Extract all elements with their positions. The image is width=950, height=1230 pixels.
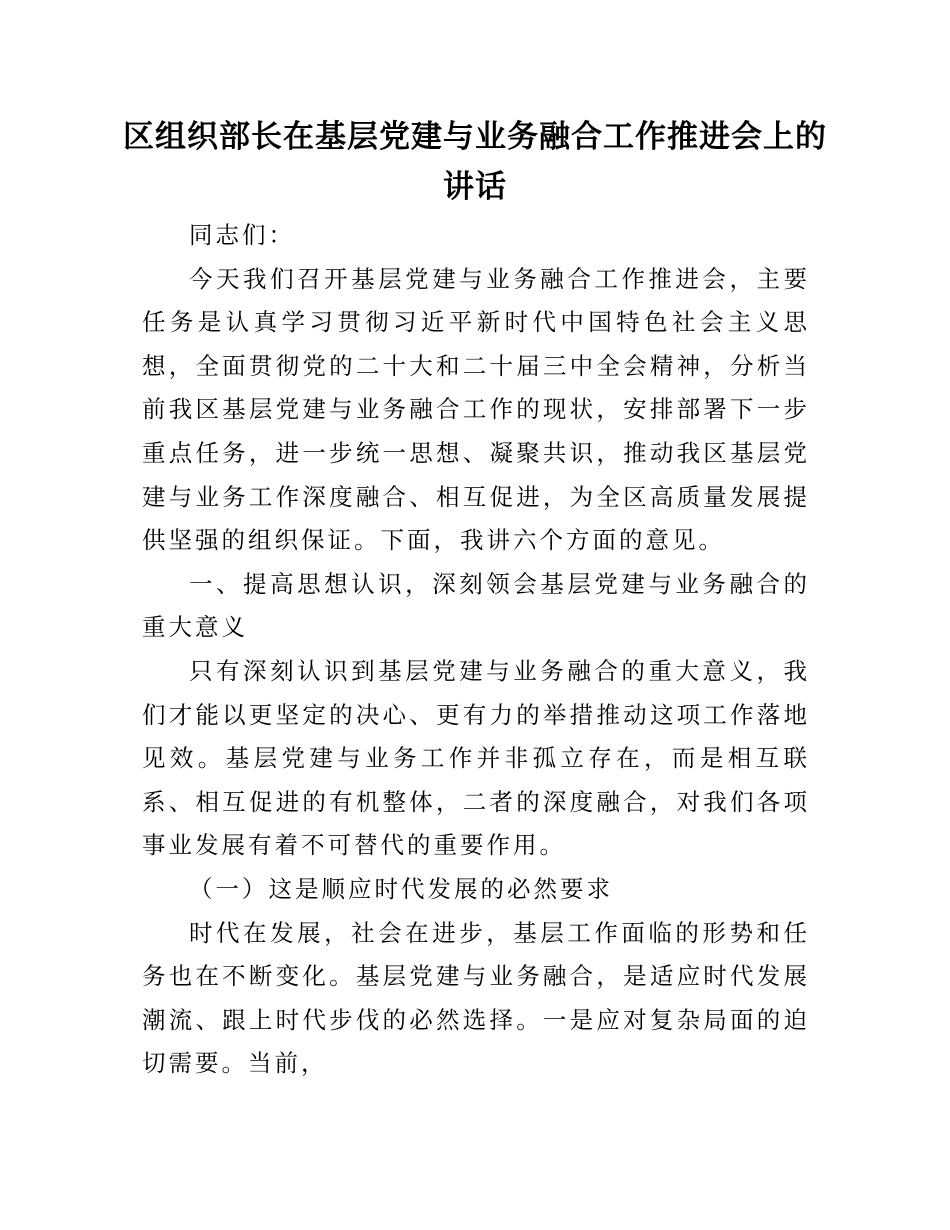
document-body	[142, 214, 810, 1086]
subsection-heading-1: （一）这是顺应时代发展的必然要求	[189, 874, 613, 903]
section-1-paragraph: 只有深刻认识到基层党建与业务融合的重大意义，我们才能以更坚定的决心、更有力的举措推动这项工作落地见效。基层党建与业务工作并非孤立存在，而是相互联系、相互促进的有机整体，二者的深度融合，对我们各项事业发展有着不可替代的重要作用。	[142, 656, 810, 860]
intro-paragraph: 今天我们召开基层党建与业务融合工作推进会，主要任务是认真学习贯彻习近平新时代中国特色社会主义思想，全面贯彻党的二十大和二十届三中全会精神，分析当前我区基层党建与业务融合工作的现状，安排部署下一步重点任务，进一步统一思想、凝聚共识，推动我区基层党建与业务工作深度融合、相互促进，为全区高质量发展提供坚强的组织保证。下面，我讲六个方面的意见。	[142, 264, 810, 555]
subsection-1-paragraph: 时代在发展，社会在进步，基层工作面临的形势和任务也在不断变化。基层党建与业务融合，是适应时代发展潮流、跟上时代步伐的必然选择。一是应对复杂局面的迫切需要。当前，	[142, 918, 810, 1078]
greeting-paragraph: 同志们：	[189, 221, 295, 249]
document-title: 区组织部长在基层党建与业务融合工作推进会上的讲话	[123, 119, 827, 205]
section-heading-1: 一、提高思想认识，深刻领会基层党建与业务融合的重大意义	[142, 569, 810, 642]
